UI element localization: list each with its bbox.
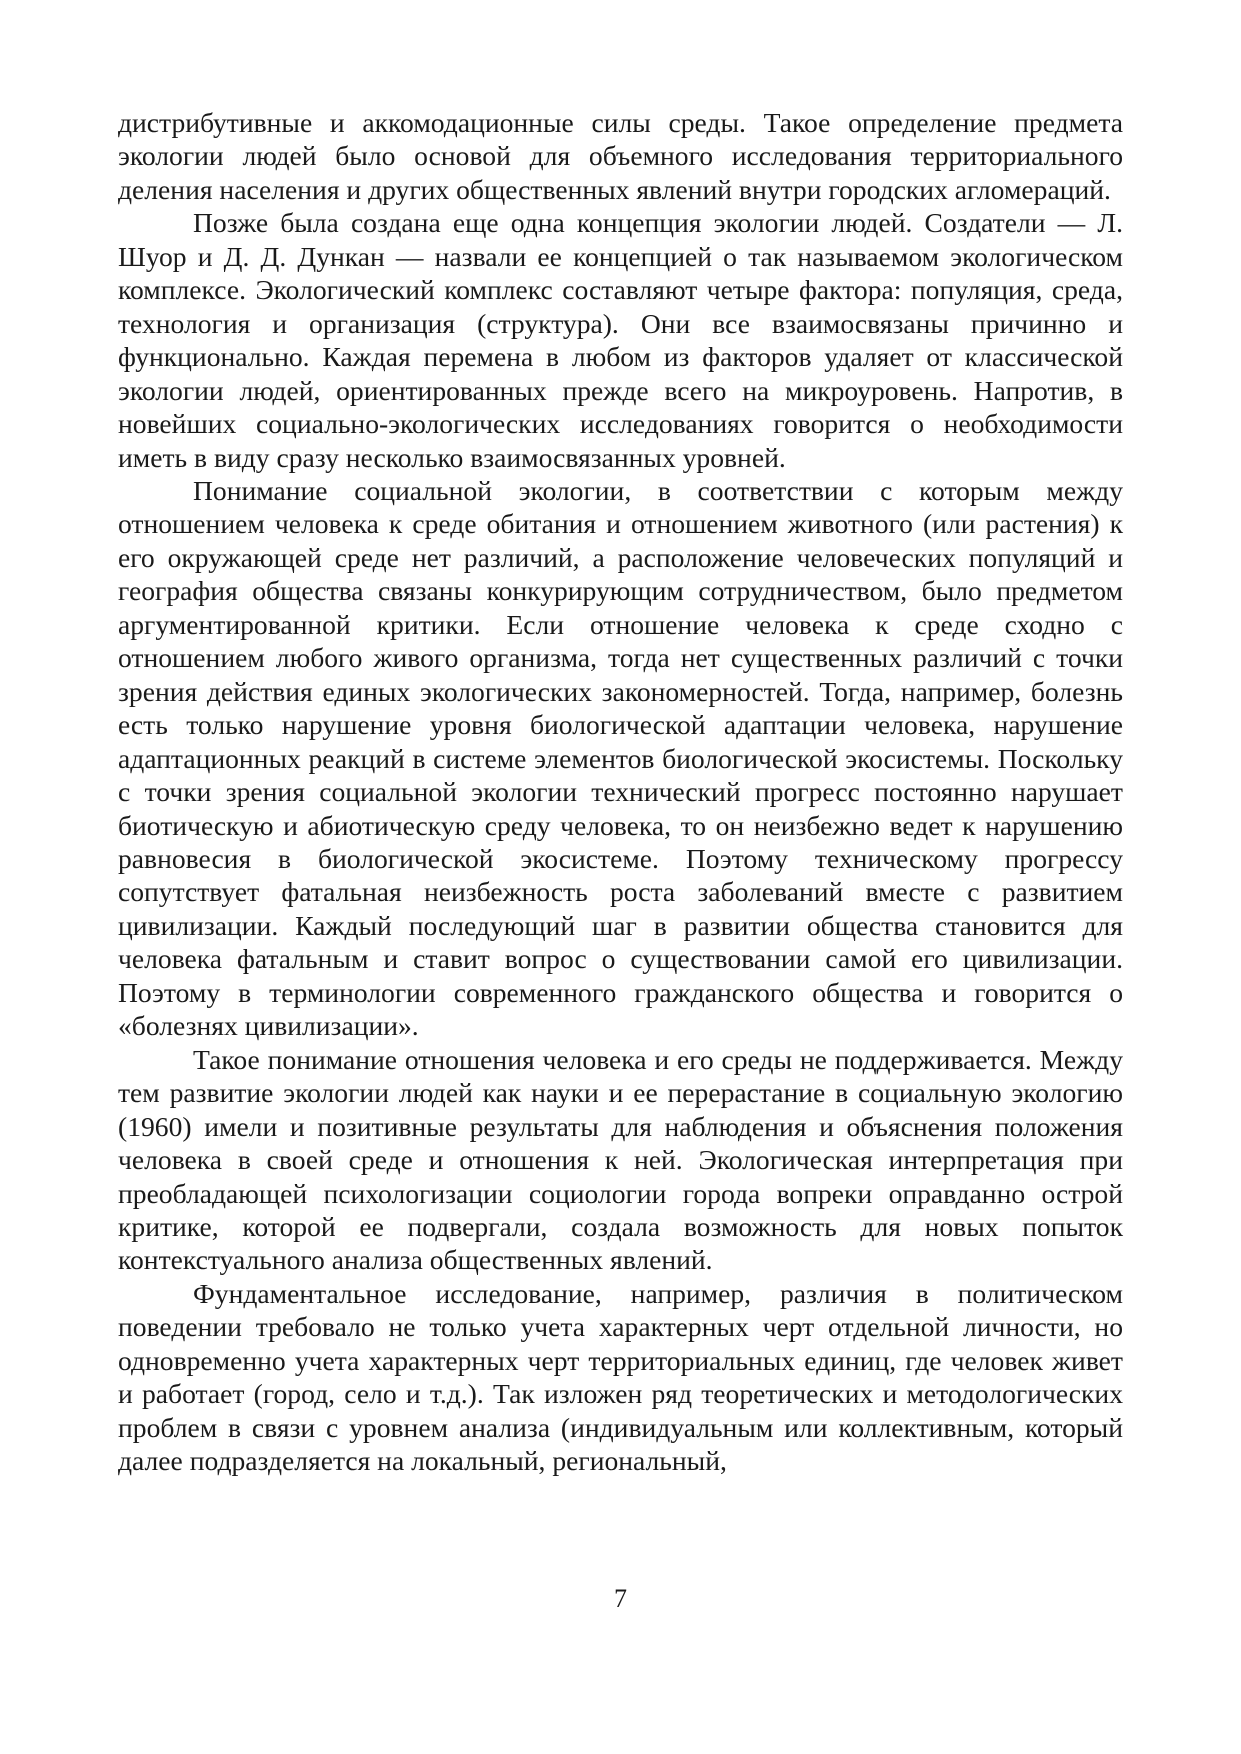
paragraph-2: Позже была создана еще одна концепция экологии людей. Создатели — Л. Шуор и Д. Д. Дункан — назвали ее концепцией о так называемом экологическом комплексе. Экологический комплекс составляют четыре фактора: популяция, среда, технология и организация (структура). Они все взаимосвязаны причинно и функционально. Каждая перемена в любом из факторов удаляет от классической экологии людей, ориентированных прежде всего на микроуровень. Напротив, в новейших социально-экологических исследованиях говорится о необходимости иметь в виду сразу несколько взаимосвязанных уровней. [118, 207, 1123, 473]
page-number: 7 [614, 1584, 627, 1613]
paragraph-5: Фундаментальное исследование, например, различия в политическом поведении требовало не только учета характерных черт отдельной личности, но одновременно учета характерных черт территориальных единиц, где человек живет и работает (город, село и т.д.). Так изложен ряд теоретических и методологических проблем в связи с уровнем анализа (индивидуальным или коллективным, который далее подразделяется на локальный, региональный, [118, 1277, 1123, 1477]
paragraph-1: дистрибутивные и аккомодационные силы среды. Такое определение предмета экологии людей было основой для объемного исследования территориального деления населения и других общественных явлений внутри городских агломераций. [118, 107, 1123, 205]
paragraph-3: Понимание социальной экологии, в соответствии с которым между отношением человека к среде обитания и отношением животного (или растения) к его окружающей среде нет различий, а расположение человеческих популяций и география общества связаны конкурирующим сотрудничеством, было предметом аргументированной критики. Если отношение человека к среде сходно с отношением любого живого организма, тогда нет существенных различий с точки зрения действия единых экологических закономерностей. Тогда, например, болезнь есть только нарушение уровня биологической адаптации человека, нарушение адаптационных реакций в системе элементов биологической экосистемы. Поскольку с точки зрения социальной экологии технический прогресс постоянно нарушает биотическую и абиотическую среду человека, то он неизбежно ведет к нарушению равновесия в биологической экосистеме. Поэтому техническому прогрессу сопутствует фатальная неизбежность роста заболеваний вместе с развитием цивилизации. Каждый последующий шаг в развитии общества становится для человека фатальным и ставит вопрос о существовании самой его цивилизации. Поэтому в терминологии современного гражданского общества и говорится о «болезнях цивилизации». [118, 474, 1123, 1042]
paragraph-4: Такое понимание отношения человека и его среды не поддерживается. Между тем развитие экологии людей как науки и ее перерастание в социальную экологию (1960) имели и позитивные результаты для наблюдения и объяснения положения человека в своей среде и отношения к ней. Экологическая интерпретация при преобладающей психологизации социологии города вопреки оправданно острой критике, которой ее подвергали, создала возможность для новых попыток контекстуального анализа общественных явлений. [118, 1043, 1123, 1276]
page-body [118, 106, 1123, 1478]
